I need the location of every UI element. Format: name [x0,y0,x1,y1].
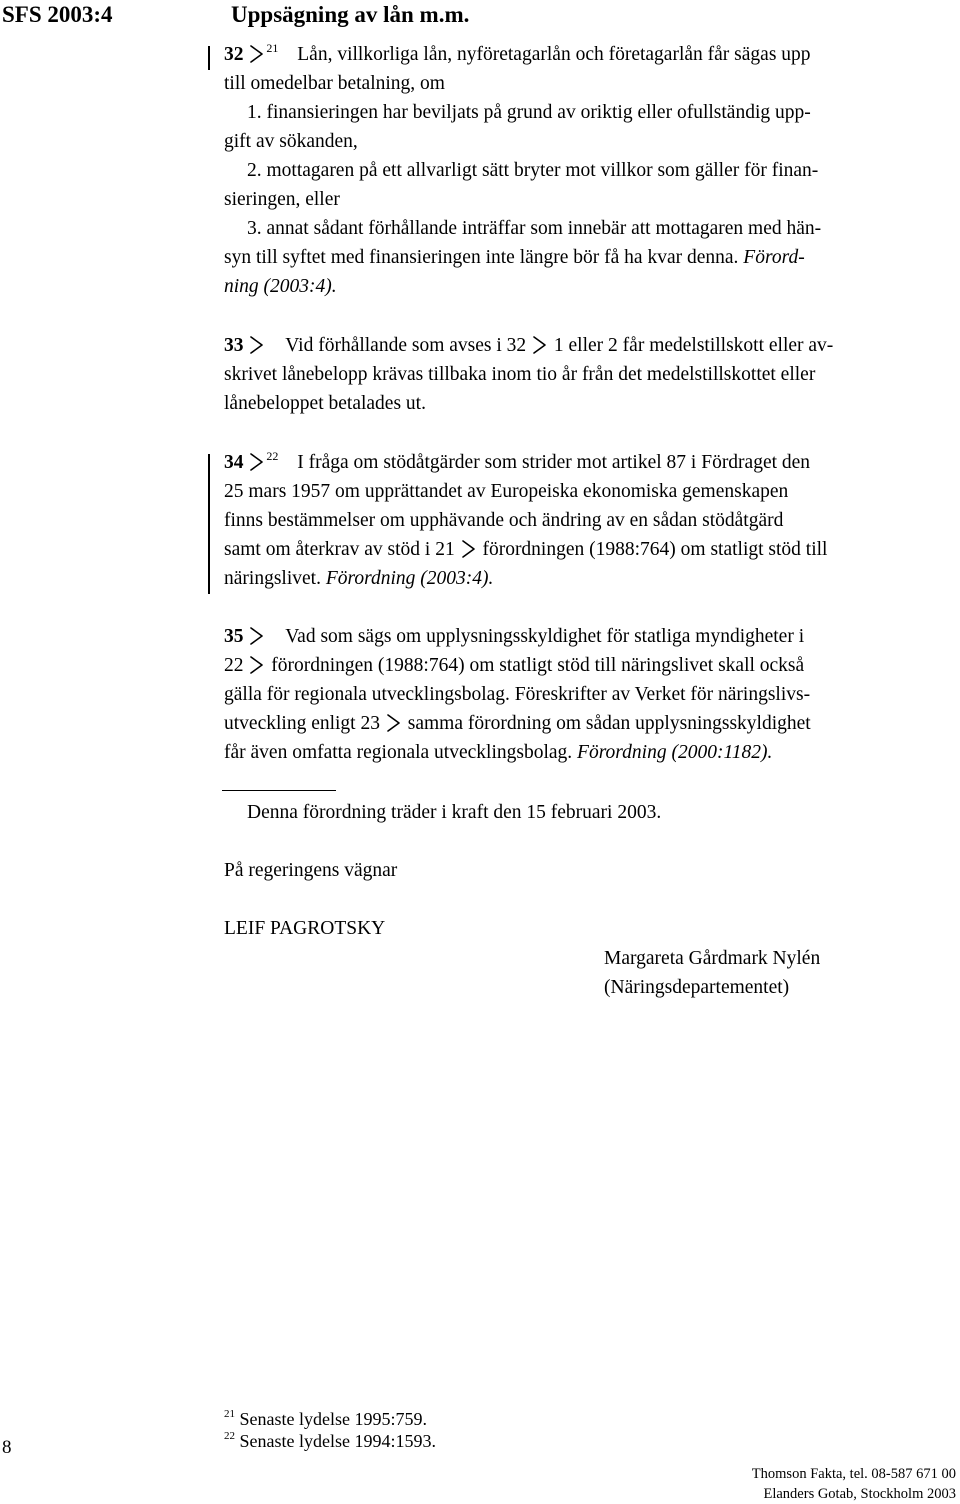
section-35-line-5: får även omfatta regionala utvecklingsbolag. Förordning (2000:1182). [224,742,773,763]
section-32-item-3-cont: syn till syftet med finansieringen inte längre bör få ha kvar denna. Förord- [224,247,805,268]
section-32-amendment-ref: ning (2003:4). [224,276,337,297]
footnote-22: $^{22}$ Senaste lydelse 1994:1593. [224,1430,436,1451]
section-35-number: 35 [224,626,244,647]
paragraph-sign-icon [531,333,549,357]
section-33-line-3: lånebeloppet betalades ut. [224,393,426,414]
paragraph-sign-icon [248,42,266,66]
paragraph-sign-icon [385,711,403,735]
publisher-info: Thomson Fakta, tel. 08-587 671 00 [751,1466,956,1482]
change-bar-32 [208,46,210,70]
paragraph-sign-icon [248,653,266,677]
paragraph-sign-icon [248,450,266,474]
on-behalf-of: På regeringens vägnar [224,860,398,881]
section-33-line-1: 33 Vid förhållande som avses i 32 1 eller 2 får medelstillskott eller av- [224,335,834,356]
section-35-line-1: 35 Vad som sägs om upplysningsskyldighet för statliga myndigheter i [224,626,805,647]
section-32-item-3: 3. annat sådant förhållande inträffar som innebär att mottagaren med hän- [247,218,822,239]
section-35-line-4: utveckling enligt 23 samma förordning om sådan upplysningsskyldighet [224,713,811,734]
paragraph-sign-icon [248,333,266,357]
page-title: Uppsägning av lån m.m. [231,2,470,27]
page-number: 8 [2,1437,12,1458]
department: (Näringsdepartementet) [604,977,790,998]
section-32-item-2-cont: sieringen, eller [224,189,340,210]
paragraph-sign-icon [248,624,266,648]
section-32-line-1 [224,40,952,69]
section-32-item-2: 2. mottagaren på ett allvarligt sätt bryter mot villkor som gäller för finan- [247,160,819,181]
effective-date: Denna förordning träder i kraft den 15 februari 2003. [247,802,662,823]
amendment-ref: Förord- [743,247,805,268]
amendment-ref: Förordning (2003:4). [325,568,494,589]
section-divider [222,790,336,791]
footnote-ref-21: 21 [266,41,279,55]
section-32-line-2: till omedelbar betalning, om [224,73,445,94]
section-32-number: 32 [224,44,244,65]
section-34-line-3: finns bestämmelser om upphävande och ändring av en sådan stödåtgärd [224,510,784,531]
printer-info: Elanders Gotab, Stockholm 2003 [763,1486,956,1502]
section-35-line-3: gälla för regionala utvecklingsbolag. Föreskrifter av Verket för näringslivs- [224,684,811,705]
official-name: Margareta Gårdmark Nylén [604,948,821,969]
section-32-item-1: 1. finansieringen har beviljats på grund av oriktig eller ofullständig upp- [247,102,811,123]
footnote-21: $^{21}$ Senaste lydelse 1995:759. [224,1408,427,1429]
section-34-line-2: 25 mars 1957 om upprättandet av Europeiska ekonomiska gemenskapen [224,481,789,502]
minister-signature: LEIF PAGROTSKY [224,918,386,939]
section-34-line-4: samt om återkrav av stöd i 21 förordningen (1988:764) om statligt stöd till [224,539,828,560]
section-33-line-2: skrivet lånebelopp krävas tillbaka inom tio år från det medelstillskottet eller [224,364,816,385]
change-bar-34 [208,454,210,594]
section-32-intro: Lån, villkorliga lån, nyföretagarlån och företagarlån får sägas upp [297,44,811,65]
section-34-line-5: näringslivet. Förordning (2003:4). [224,568,494,589]
section-34-number: 34 [224,452,244,473]
paragraph-sign-icon [460,537,478,561]
section-35-line-2: 22 förordningen (1988:764) om statligt stöd till näringslivet skall också [224,655,805,676]
section-33-number: 33 [224,335,244,356]
section-32-item-1-cont: gift av sökanden, [224,131,358,152]
section-34-line-1: 34 $^{22}$ I fråga om stödåtgärder som strider mot artikel 87 i Fördraget den [224,449,811,473]
sfs-number: SFS 2003:4 [2,2,113,27]
footnote-ref-22: 22 [266,449,279,463]
amendment-ref: Förordning (2000:1182). [577,742,773,763]
